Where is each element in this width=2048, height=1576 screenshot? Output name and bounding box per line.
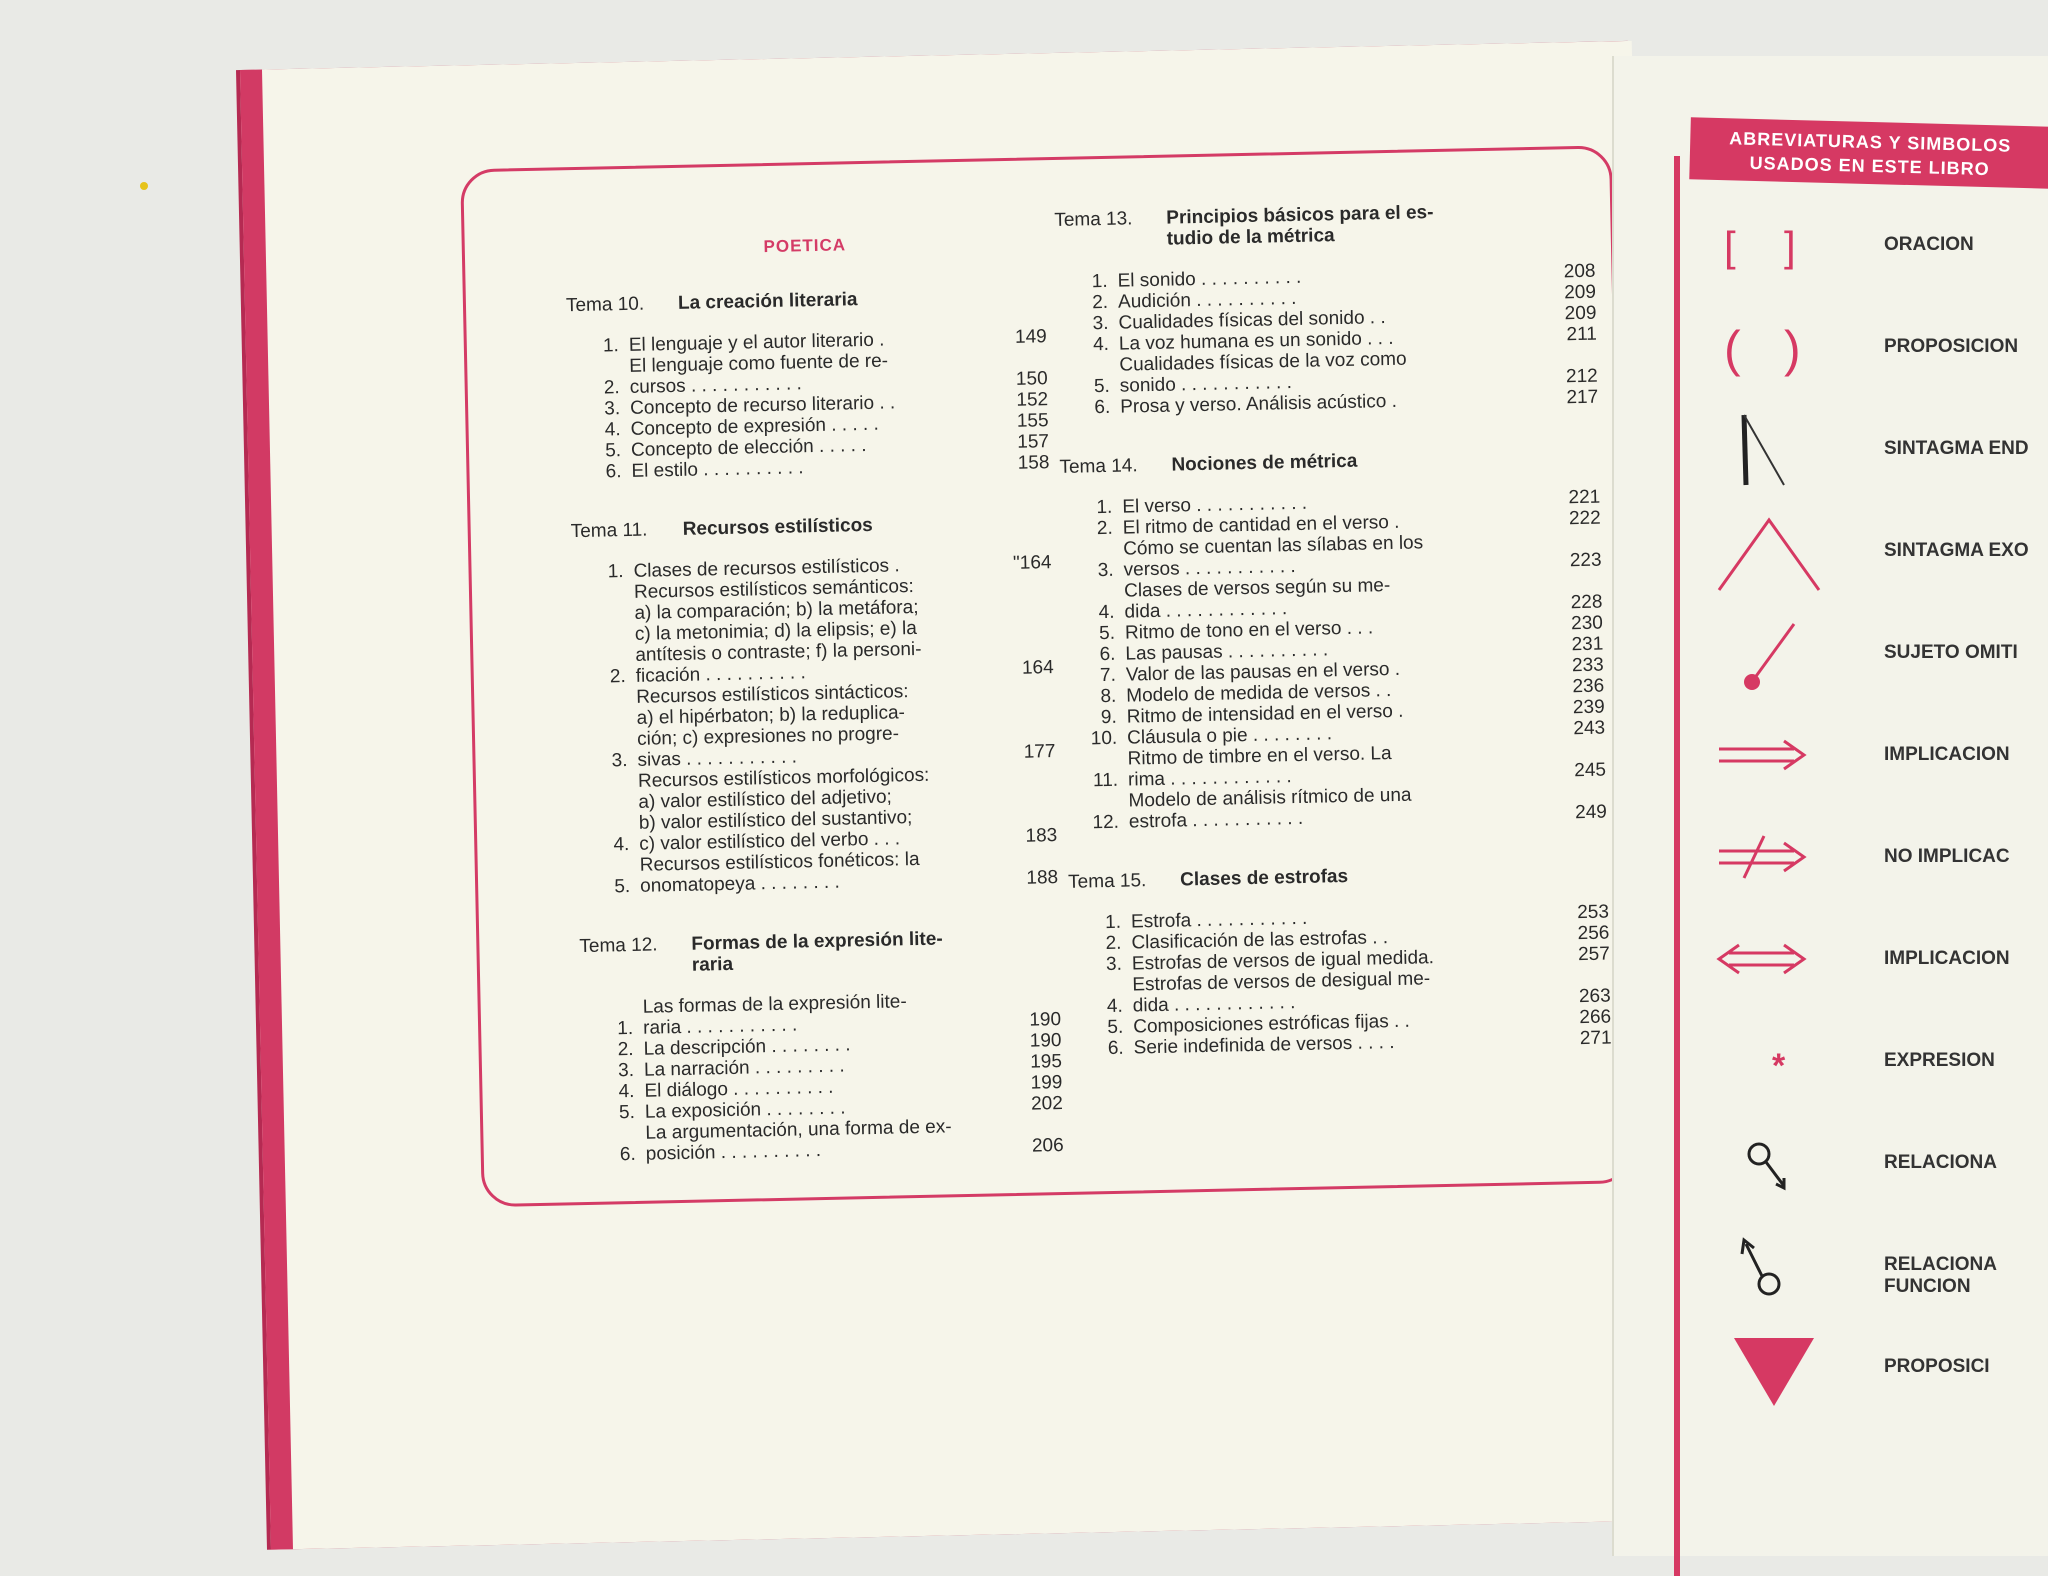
relation-up-icon bbox=[1714, 1226, 1824, 1306]
non-implication-arrow-icon bbox=[1714, 818, 1824, 898]
toc-entry-page: 209 bbox=[1564, 302, 1597, 325]
symbol-row bbox=[1694, 818, 2048, 898]
symbol-row bbox=[1694, 1328, 2048, 1408]
toc-entry-number: 1. bbox=[1104, 911, 1122, 934]
symbol-label: IMPLICACION bbox=[1884, 948, 2010, 969]
toc-entry-page: 190 bbox=[1029, 1009, 1062, 1031]
double-implication-arrow-icon bbox=[1714, 920, 1824, 1000]
abbreviations-border bbox=[1674, 156, 1680, 1576]
toc-entry-number: 3. bbox=[611, 750, 628, 772]
left-temas bbox=[566, 285, 1064, 1166]
toc-entry-number: 3. bbox=[1097, 559, 1114, 582]
toc-entry-page: 212 bbox=[1565, 365, 1598, 388]
abbreviations-page bbox=[1612, 56, 2048, 1556]
toc-entry-page: 199 bbox=[1030, 1072, 1063, 1094]
toc-entry-number: 2. bbox=[609, 666, 627, 688]
toc-entry-number: 3. bbox=[1105, 953, 1123, 976]
toc-entry-page: 195 bbox=[1030, 1051, 1063, 1073]
symbol-label: SINTAGMA END bbox=[1884, 438, 2029, 459]
toc-entry-number: 4. bbox=[613, 834, 630, 856]
toc-entry-number: 6. bbox=[619, 1143, 637, 1166]
endocentric-branch-icon bbox=[1714, 410, 1824, 490]
toc-entry-text: Las formas de la expresión lite- raria . . . . . . . . . . . bbox=[642, 991, 907, 1039]
toc-entry-page: 257 bbox=[1577, 943, 1611, 966]
toc-entry-number: 5. bbox=[604, 440, 622, 462]
toc-entry-text: Recursos estilísticos morfológicos: a) valor estilístico del adjetivo; b) valor estilístico del sustantivo; c) valor estilístico del verbo . . . bbox=[637, 764, 930, 855]
toc-entry bbox=[596, 573, 1054, 688]
toc-entry-text: El lenguaje como fuente de re- cursos . . . . . . . . . . . bbox=[629, 350, 889, 398]
toc-entry-number: 2. bbox=[603, 377, 620, 399]
tema-title: La creación literaria bbox=[677, 289, 858, 314]
contents-frame bbox=[460, 145, 1633, 1207]
toc-entry-number: 5. bbox=[618, 1101, 636, 1124]
tema-title: Formas de la expresión lite- raria bbox=[691, 928, 943, 976]
toc-entry-number: 6. bbox=[1099, 643, 1116, 666]
svg-text:]: ] bbox=[1784, 223, 1796, 270]
toc-entry-page: 183 bbox=[1025, 825, 1058, 847]
toc-entry-text: Audición . . . . . . . . . . bbox=[1117, 287, 1297, 313]
toc-entry-page: 230 bbox=[1570, 612, 1604, 635]
toc-entry-number: 6. bbox=[1094, 396, 1111, 419]
toc-entry-text: La narración . . . . . . . . . bbox=[643, 1055, 845, 1081]
toc-entry-number: 4. bbox=[1092, 333, 1110, 356]
toc-entry-number: 2. bbox=[1096, 517, 1114, 540]
toc-entry-number: 4. bbox=[618, 1080, 635, 1103]
omitted-subject-icon bbox=[1714, 614, 1824, 694]
toc-entry-number: 5. bbox=[1093, 375, 1111, 398]
tema-heading bbox=[579, 926, 1060, 978]
toc-entry-text: Estrofas de versos de desigual me- dida . . . . . . . . . . . . bbox=[1132, 968, 1431, 1017]
toc-entry-page: 149 bbox=[1014, 326, 1047, 348]
symbol-row bbox=[1694, 614, 2048, 694]
toc-entry-number: 5. bbox=[1098, 622, 1116, 645]
symbol-row bbox=[1694, 1124, 2048, 1204]
section-title: POETICA bbox=[763, 235, 847, 257]
toc-entry-page: 245 bbox=[1574, 759, 1607, 782]
toc-entry-page: 150 bbox=[1015, 368, 1048, 390]
implication-arrow-icon bbox=[1714, 716, 1824, 796]
toc-entry-number: 3. bbox=[617, 1059, 635, 1082]
toc-entry-number: 2. bbox=[1091, 291, 1109, 314]
toc-entry-number: 4. bbox=[1106, 995, 1124, 1018]
tema-heading bbox=[571, 511, 1051, 542]
toc-entry-page: 206 bbox=[1031, 1134, 1064, 1157]
tema-title: Clases de estrofas bbox=[1179, 865, 1349, 891]
tema-item-list bbox=[581, 988, 1064, 1166]
right-temas bbox=[1054, 199, 1612, 1060]
toc-entry-text: Valor de las pausas en el verso . bbox=[1125, 658, 1401, 686]
toc-entry-number: 3. bbox=[604, 398, 621, 420]
toc-entry-text: La exposición . . . . . . . . bbox=[644, 1097, 846, 1123]
contents-right-column bbox=[1054, 189, 1613, 1098]
toc-entry-page: 271 bbox=[1579, 1027, 1612, 1050]
toc-entry-number: 1. bbox=[617, 1017, 634, 1040]
tema-number: Tema 13. bbox=[1054, 208, 1133, 231]
toc-entry-number: 4. bbox=[1098, 601, 1115, 624]
symbol-label: IMPLICACION bbox=[1884, 744, 2010, 765]
toc-entry-page: 155 bbox=[1016, 410, 1049, 432]
toc-entry-number: 12. bbox=[1092, 811, 1120, 834]
symbol-label: RELACIONA bbox=[1884, 1152, 1997, 1173]
tema-item-list bbox=[1069, 902, 1612, 1060]
toc-entry-page: 236 bbox=[1572, 675, 1605, 698]
toc-entry-text: Serie indefinida de versos . . . . bbox=[1133, 1032, 1395, 1059]
symbol-row bbox=[1694, 716, 2048, 796]
asterisk-icon bbox=[1714, 1022, 1824, 1102]
symbol-label: EXPRESION bbox=[1884, 1050, 1995, 1071]
toc-entry-text: Concepto de elección . . . . . bbox=[630, 434, 867, 461]
toc-entry-text: El verso . . . . . . . . . . . bbox=[1122, 492, 1308, 518]
toc-entry-text: Las pausas . . . . . . . . . . bbox=[1125, 639, 1329, 665]
toc-entry-number: 1. bbox=[1091, 270, 1108, 293]
toc-entry-page: 190 bbox=[1029, 1030, 1062, 1052]
contents-left-column bbox=[565, 230, 1065, 1204]
toc-entry-text: Cómo se cuentan las sílabas en los versos . . . . . . . . . . . bbox=[1123, 532, 1424, 581]
symbol-row bbox=[1694, 1022, 2048, 1102]
toc-entry-page: 158 bbox=[1017, 452, 1050, 474]
toc-entry-number: 5. bbox=[1107, 1016, 1124, 1039]
toc-entry-number: 2. bbox=[1105, 932, 1122, 955]
toc-entry-text: Recursos estilísticos sintácticos: a) el hipérbaton; b) la reduplica- ción; c) expresiones no progre- sivas . . . . . . . . . . . bbox=[636, 681, 909, 771]
exocentric-branch-icon bbox=[1714, 512, 1824, 592]
symbol-row bbox=[1694, 1226, 2048, 1306]
toc-entry-page: 164 bbox=[1021, 657, 1054, 679]
toc-entry-text: Clasificación de las estrofas . . bbox=[1131, 927, 1389, 954]
toc-entry-page: 188 bbox=[1026, 867, 1059, 889]
toc-entry-number: 5. bbox=[614, 876, 631, 898]
toc-entry-text: Estrofas de versos de igual medida. bbox=[1131, 947, 1435, 975]
toc-entry bbox=[598, 678, 1056, 772]
toc-entry-text: La descripción . . . . . . . . bbox=[643, 1034, 851, 1060]
toc-entry-text: Ritmo de intensidad en el verso . bbox=[1126, 700, 1404, 728]
toc-entry-page: 211 bbox=[1566, 323, 1598, 346]
triangle-icon bbox=[1714, 1328, 1824, 1408]
symbol-row bbox=[1694, 410, 2048, 490]
svg-text:(: ( bbox=[1724, 321, 1741, 377]
toc-entry-text: La voz humana es un sonido . . . bbox=[1118, 327, 1394, 355]
toc-entry-page: "164 bbox=[1012, 552, 1052, 574]
toc-entry-text: Ritmo de timbre en el verso. La rima . . . . . . . . . . . . bbox=[1127, 743, 1392, 791]
toc-entry-page: 152 bbox=[1016, 389, 1049, 411]
toc-entry-text: El sonido . . . . . . . . . . bbox=[1117, 266, 1302, 292]
toc-entry-page: 263 bbox=[1578, 985, 1611, 1008]
toc-entry-page: 228 bbox=[1570, 591, 1603, 614]
toc-entry-text: Recursos estilísticos semánticos: a) la comparación; b) la metáfora; c) la metonimia; d) la elipsis; e) la antítesis o contraste; f) la personi- ficación . . . . . . . . . . bbox=[633, 576, 922, 687]
symbol-row bbox=[1694, 308, 2048, 388]
symbol-label: NO IMPLICAC bbox=[1884, 846, 2010, 867]
toc-entry-text: El estilo . . . . . . . . . . bbox=[631, 457, 804, 482]
toc-entry-page: 221 bbox=[1568, 486, 1601, 509]
brackets-icon bbox=[1714, 206, 1824, 286]
toc-entry-text: Cualidades físicas del sonido . . bbox=[1118, 307, 1386, 334]
toc-entry-text: Prosa y verso. Análisis acústico . bbox=[1120, 390, 1398, 418]
tema-title: Nociones de métrica bbox=[1171, 450, 1358, 476]
abbreviations-header: ABREVIATURAS Y SIMBOLOS USADOS EN ESTE LIBRO bbox=[1689, 117, 2048, 188]
tema-heading bbox=[1068, 861, 1608, 893]
tema-number: Tema 12. bbox=[579, 934, 658, 958]
toc-entry-page: 243 bbox=[1573, 717, 1606, 740]
toc-entry-page: 223 bbox=[1569, 549, 1602, 572]
symbol-label: SINTAGMA EXO bbox=[1884, 540, 2029, 561]
toc-entry-text: Concepto de expresión . . . . . bbox=[630, 413, 879, 440]
toc-entry-page: 222 bbox=[1568, 507, 1601, 530]
toc-entry-text: Estrofa . . . . . . . . . . . bbox=[1130, 907, 1308, 933]
tema-title: Recursos estilísticos bbox=[682, 514, 873, 540]
toc-entry-text: La argumentación, una forma de ex- posición . . . . . . . . . . bbox=[645, 1116, 952, 1165]
svg-text:): ) bbox=[1784, 321, 1801, 377]
toc-entry-text: Modelo de análisis rítmico de una estrofa . . . . . . . . . . . bbox=[1128, 784, 1412, 833]
toc-entry bbox=[602, 846, 1059, 898]
symbol-label: PROPOSICI bbox=[1884, 1356, 1990, 1377]
symbol-row bbox=[1694, 512, 2048, 592]
toc-entry-page: 231 bbox=[1571, 633, 1604, 656]
toc-entry-number: 8. bbox=[1100, 685, 1117, 708]
svg-text:*: * bbox=[1772, 1047, 1786, 1085]
toc-entry-page: 266 bbox=[1579, 1006, 1612, 1029]
tema-item-list bbox=[1060, 487, 1607, 834]
toc-entry-number: 6. bbox=[1107, 1037, 1124, 1060]
tema-item-list bbox=[571, 552, 1058, 898]
toc-entry-number: 6. bbox=[605, 461, 622, 483]
toc-entry-page: 209 bbox=[1564, 281, 1597, 304]
toc-entry-number: 1. bbox=[607, 561, 624, 583]
toc-entry-page: 157 bbox=[1017, 431, 1050, 453]
toc-entry-page: 202 bbox=[1030, 1092, 1064, 1115]
toc-entry bbox=[600, 762, 1058, 856]
toc-entry-number: 11. bbox=[1092, 769, 1119, 792]
toc-entry-page: 233 bbox=[1571, 654, 1604, 677]
toc-entry-text: El lenguaje y el autor literario . bbox=[628, 329, 885, 356]
toc-entry-text: Clases de versos según su me- dida . . . . . . . . . . . . bbox=[1123, 575, 1391, 623]
toc-entry-page: 256 bbox=[1577, 922, 1610, 945]
symbol-row bbox=[1694, 206, 2048, 286]
paper-dot bbox=[140, 182, 148, 190]
tema-heading bbox=[566, 285, 1046, 316]
symbol-label: SUJETO OMITI bbox=[1884, 642, 2018, 663]
toc-entry-text: Clases de recursos estilísticos . bbox=[633, 555, 900, 582]
symbol-row bbox=[1694, 920, 2048, 1000]
toc-entry-page: 253 bbox=[1577, 901, 1610, 924]
toc-entry-text: El ritmo de cantidad en el verso . bbox=[1122, 511, 1400, 539]
toc-entry-text: Recursos estilísticos fonéticos: la onomatopeya . . . . . . . . bbox=[639, 848, 920, 897]
toc-entry-number: 7. bbox=[1099, 664, 1117, 687]
toc-entry-text: Cualidades físicas de la voz como sonido . . . . . . . . . . . bbox=[1119, 348, 1407, 397]
tema-item-list bbox=[567, 326, 1050, 483]
toc-entry-number: 1. bbox=[602, 335, 620, 357]
symbol-label: PROPOSICION bbox=[1884, 336, 2019, 357]
parentheses-icon bbox=[1714, 308, 1824, 388]
toc-entry-page: 217 bbox=[1566, 386, 1599, 409]
toc-entry-text: Modelo de medida de versos . . bbox=[1126, 680, 1392, 707]
toc-entry-number: 3. bbox=[1092, 312, 1109, 335]
tema-number: Tema 11. bbox=[570, 519, 648, 543]
tema-number: Tema 10. bbox=[565, 293, 645, 317]
tema-number: Tema 15. bbox=[1067, 870, 1147, 893]
tema-heading bbox=[1054, 199, 1595, 252]
toc-entry-text: Ritmo de tono en el verso . . . bbox=[1124, 617, 1374, 644]
contents-page bbox=[240, 41, 1663, 1550]
tema-number: Tema 14. bbox=[1059, 455, 1138, 478]
toc-entry-page: 239 bbox=[1572, 696, 1605, 719]
tema-title: Principios básicos para el es- tudio de la métrica bbox=[1166, 202, 1434, 250]
toc-entry-page: 177 bbox=[1023, 741, 1056, 763]
toc-entry bbox=[607, 1114, 1064, 1166]
toc-entry-number: 10. bbox=[1090, 727, 1118, 750]
toc-entry-text: El diálogo . . . . . . . . . . bbox=[644, 1076, 834, 1102]
symbol-label: RELACIONA FUNCION bbox=[1884, 1254, 1997, 1297]
toc-entry-page: 249 bbox=[1574, 801, 1608, 824]
tema-item-list bbox=[1055, 261, 1598, 419]
toc-entry-text: Composiciones estróficas fijas . . bbox=[1133, 1010, 1411, 1038]
toc-entry-number: 2. bbox=[617, 1038, 634, 1061]
toc-entry-text: Concepto de recurso literario . . bbox=[629, 392, 896, 419]
toc-entry-page: 208 bbox=[1563, 260, 1596, 283]
relation-down-icon bbox=[1714, 1124, 1824, 1204]
toc-entry-number: 1. bbox=[1096, 496, 1113, 519]
symbol-label: ORACION bbox=[1884, 234, 1974, 255]
svg-text:[: [ bbox=[1724, 223, 1736, 270]
tema-heading bbox=[1059, 446, 1599, 478]
toc-entry-number: 9. bbox=[1100, 706, 1117, 729]
toc-entry-number: 4. bbox=[604, 419, 621, 441]
toc-entry-text: Cláusula o pie . . . . . . . . bbox=[1126, 723, 1333, 749]
